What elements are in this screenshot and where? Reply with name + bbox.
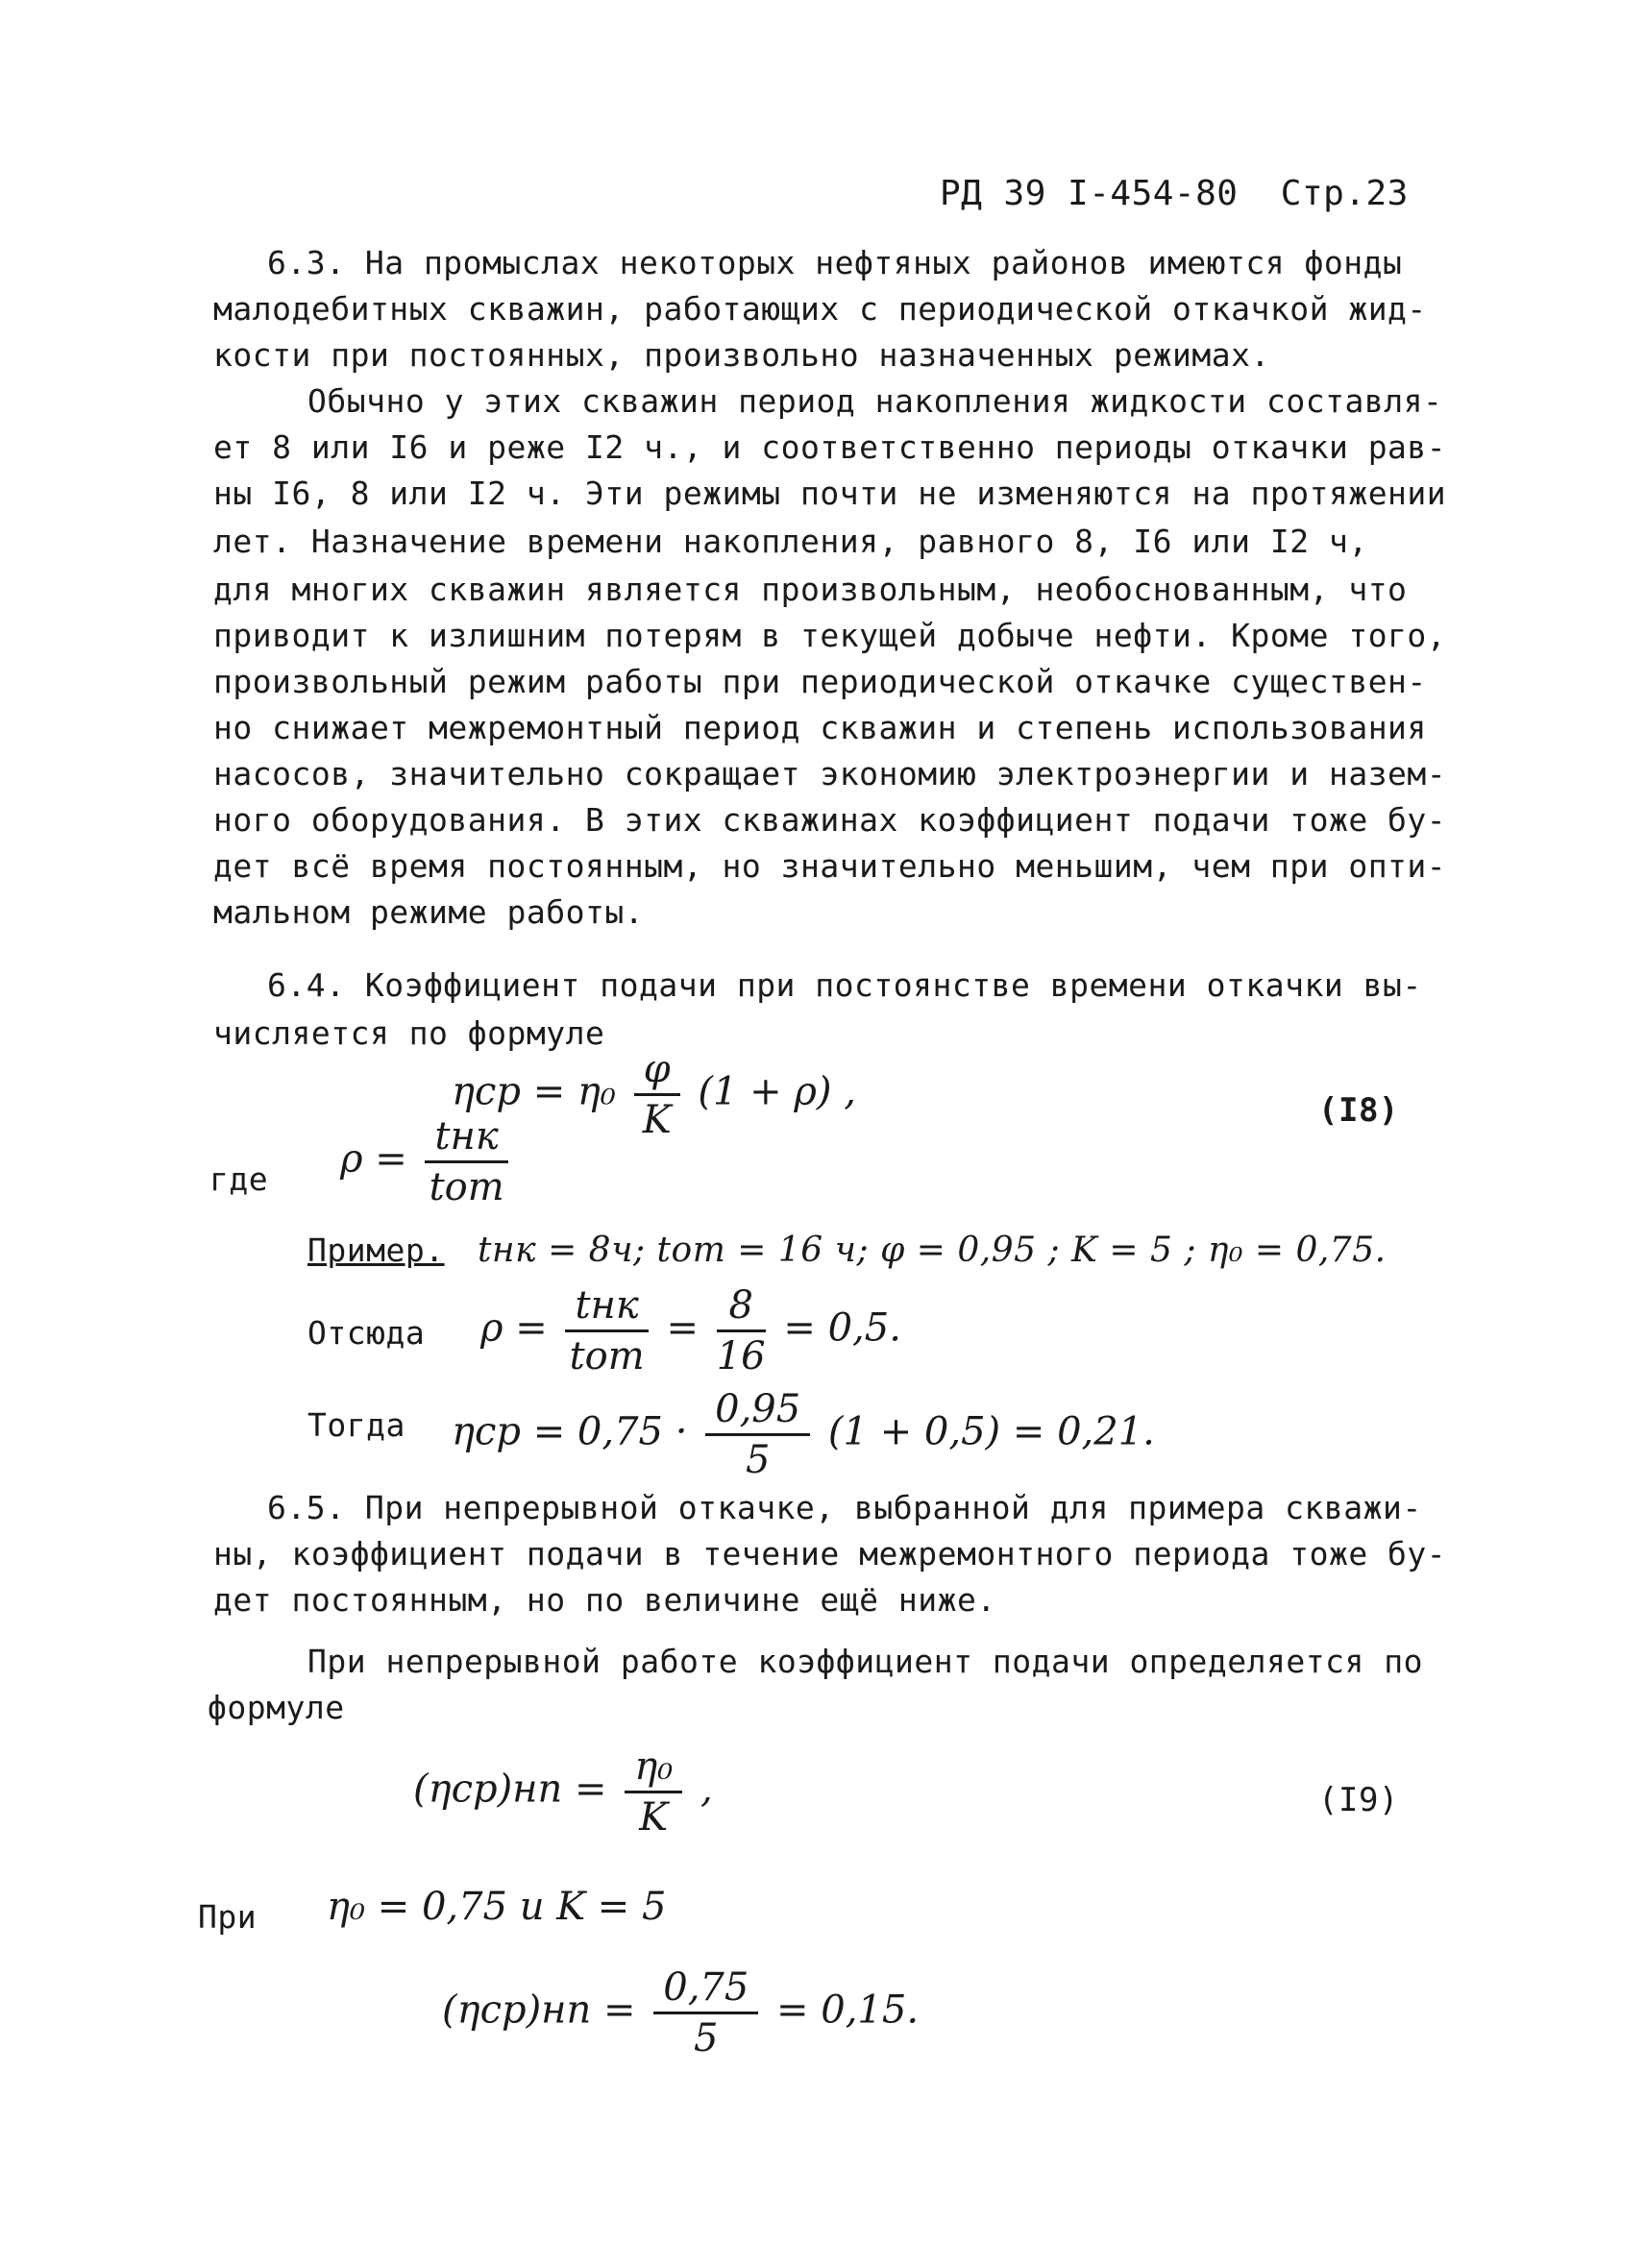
text-line: ны, коэффициент подачи в течение межремонтного периода тоже бу- xyxy=(213,1535,1447,1573)
text-line: ного оборудования. В этих скважинах коэффициент подачи тоже бу- xyxy=(213,801,1447,839)
then-result: (1 + 0,5) = 0,21. xyxy=(827,1409,1155,1454)
where-label: где xyxy=(209,1160,269,1198)
hence-fraction-1 xyxy=(565,1283,648,1378)
formula-19-denominator: K xyxy=(639,1795,669,1840)
text-line: насосов, значительно сокращает экономию электроэнергии и назем- xyxy=(213,755,1447,793)
equation-number-18: (I8) xyxy=(1318,1091,1399,1130)
formula-19-fraction xyxy=(625,1744,682,1840)
text-line: 6.5. При непрерывной откачке, выбранной для примера скважи- xyxy=(267,1489,1422,1526)
equation-number-19: (I9) xyxy=(1318,1781,1399,1819)
hence-denominator-2: 16 xyxy=(716,1334,766,1378)
hence-label: Отсюда xyxy=(307,1314,426,1352)
text-line: лет. Назначение времени накопления, равного 8, I6 или I2 ч, xyxy=(213,523,1368,560)
result-denominator: 5 xyxy=(694,2016,719,2061)
page-header xyxy=(940,171,1409,217)
then-formula xyxy=(452,1387,1155,1482)
result-rhs: = 0,15. xyxy=(776,1988,920,2033)
then-numerator: 0,95 xyxy=(705,1387,810,1436)
hence-equals: = xyxy=(666,1305,700,1351)
formula-18-fraction xyxy=(634,1047,680,1142)
text-line: дет всё время постоянным, но значительно меньшим, чем при опти- xyxy=(213,847,1447,885)
hence-numerator-1: tнк xyxy=(565,1283,648,1332)
when-label: При xyxy=(198,1898,258,1936)
result-fraction xyxy=(653,1965,758,2061)
formula-19 xyxy=(413,1744,713,1840)
text-line: для многих скважин является произвольным, необоснованным, что xyxy=(213,571,1408,608)
result-numerator: 0,75 xyxy=(653,1965,758,2014)
result-formula xyxy=(442,1965,919,2061)
hence-result: = 0,5. xyxy=(783,1305,901,1351)
text-line: 6.4. Коэффициент подачи при постоянстве времени откачки вы- xyxy=(267,966,1422,1004)
text-line: ет 8 или I6 и реже I2 ч., и соответственно периоды откачки рав- xyxy=(213,428,1447,466)
text-line: Обычно у этих скважин период накопления жидкости составля- xyxy=(307,382,1443,420)
formula-18-numerator: φ xyxy=(634,1047,680,1096)
hence-denominator-1: tот xyxy=(569,1334,645,1378)
example-line xyxy=(307,1228,1387,1274)
result-lhs: (ηср)нп = xyxy=(442,1988,636,2033)
when-values: η₀ = 0,75 и K = 5 xyxy=(327,1885,667,1929)
text-line: произвольный режим работы при периодической откачке существен- xyxy=(213,663,1427,700)
then-fraction xyxy=(705,1387,810,1482)
hence-numerator-2: 8 xyxy=(717,1283,766,1332)
page-number: Стр.23 xyxy=(1280,174,1409,213)
formula-18-rest: (1 + ρ) , xyxy=(698,1069,856,1114)
doc-code: РД 39 I-454-80 xyxy=(940,174,1239,213)
text-line: формуле xyxy=(208,1689,345,1726)
text-line: мальном режиме работы. xyxy=(213,893,645,931)
rho-lhs: ρ = xyxy=(340,1136,407,1182)
rho-fraction xyxy=(425,1114,507,1209)
then-denominator: 5 xyxy=(745,1438,771,1482)
then-lhs: ηср = 0,75 · xyxy=(452,1409,688,1454)
text-line: ны I6, 8 или I2 ч. Эти режимы почти не изменяются на протяжении xyxy=(213,475,1447,512)
text-line: дет постоянным, но по величине ещё ниже. xyxy=(213,1581,996,1619)
formula-18-lhs: ηср = η₀ xyxy=(452,1069,616,1114)
hence-fraction-2 xyxy=(717,1283,766,1378)
rho-numerator: tнк xyxy=(425,1114,507,1163)
rho-denominator: tот xyxy=(429,1165,504,1209)
hence-formula xyxy=(480,1283,901,1378)
text-line: кости при постоянных, произвольно назначенных режимах. xyxy=(213,336,1270,374)
formula-18-denominator: K xyxy=(642,1098,672,1142)
hence-lhs: ρ = xyxy=(480,1305,548,1351)
then-label: Тогда xyxy=(307,1406,405,1444)
example-values: tнк = 8ч; tот = 16 ч; φ = 0,95 ; K = 5 ; η₀ = 0,75. xyxy=(477,1231,1387,1270)
rho-definition xyxy=(340,1114,514,1209)
formula-19-tail: , xyxy=(700,1767,713,1812)
formula-19-lhs: (ηср)нп = xyxy=(413,1767,607,1812)
text-line: 6.3. На промыслах некоторых нефтяных районов имеются фонды xyxy=(267,244,1403,281)
text-line: но снижает межремонтный период скважин и степень использования xyxy=(213,709,1427,746)
text-line: При непрерывной работе коэффициент подачи определяется по xyxy=(307,1643,1423,1680)
text-line: приводит к излишним потерям в текущей добыче нефти. Кроме того, xyxy=(213,617,1447,654)
formula-19-numerator: η₀ xyxy=(625,1744,682,1793)
text-line: малодебитных скважин, работающих с периодической откачкой жид- xyxy=(213,290,1427,328)
example-label: Пример. xyxy=(307,1232,445,1269)
text-line: числяется по формуле xyxy=(213,1014,605,1052)
